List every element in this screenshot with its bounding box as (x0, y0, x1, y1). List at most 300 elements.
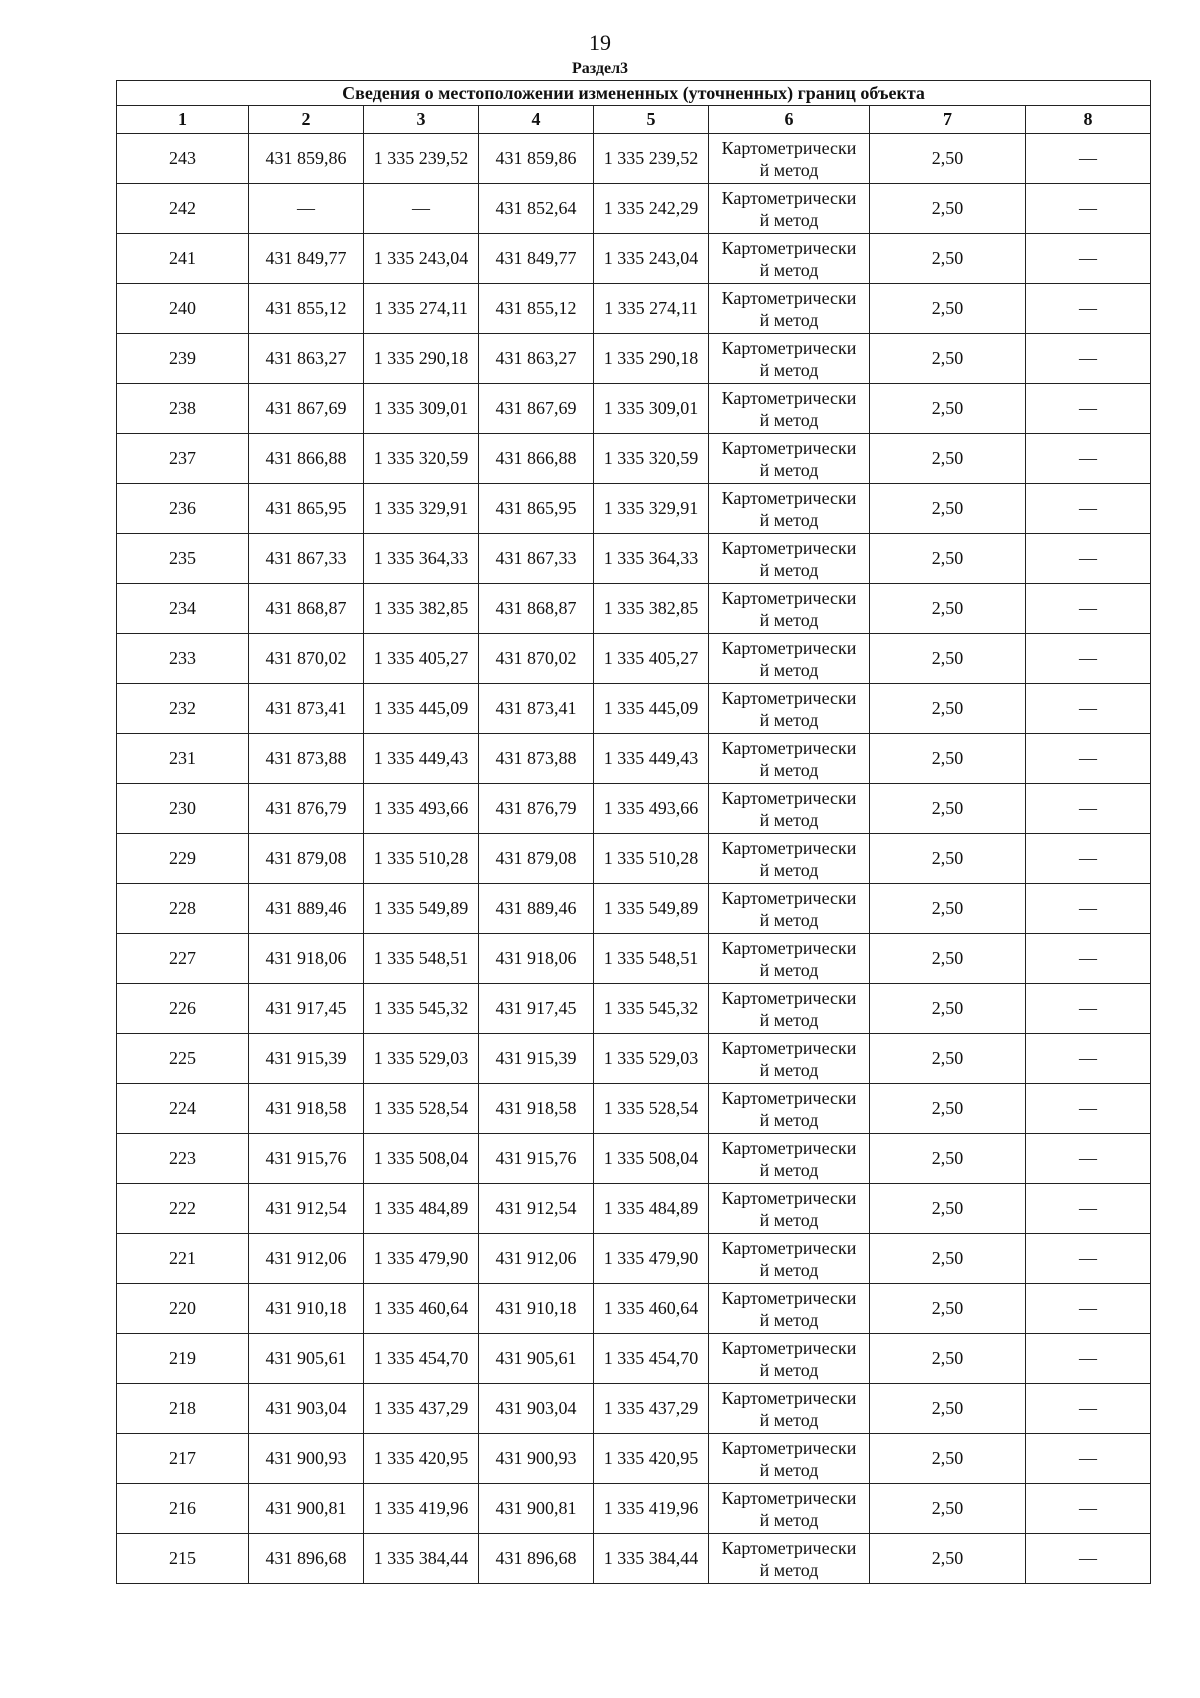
method-text: Картометрически (721, 987, 857, 1008)
point-number-cell: 216 (117, 1484, 249, 1534)
description-cell: — (1026, 1284, 1151, 1334)
method-text: Картометрически (721, 687, 857, 708)
method-cell (709, 334, 870, 384)
new-x-cell: 431 900,81 (479, 1484, 594, 1534)
existing-x-cell: 431 873,41 (249, 684, 364, 734)
existing-x-cell: 431 889,46 (249, 884, 364, 934)
method-cell (709, 634, 870, 684)
table-row (117, 334, 1151, 384)
point-number-cell: 227 (117, 934, 249, 984)
method-cell (709, 734, 870, 784)
method-cell (709, 434, 870, 484)
existing-y-cell: 1 335 274,11 (364, 284, 479, 334)
description-cell: — (1026, 584, 1151, 634)
point-number-cell: 230 (117, 784, 249, 834)
new-y-cell: 1 335 479,90 (594, 1234, 709, 1284)
point-number-cell: 231 (117, 734, 249, 784)
method-cell (709, 584, 870, 634)
method-text: Картометрически (721, 1237, 857, 1258)
table-row (117, 234, 1151, 284)
new-x-cell: 431 859,86 (479, 134, 594, 184)
new-x-cell: 431 865,95 (479, 484, 594, 534)
table-row (117, 884, 1151, 934)
new-y-cell: 1 335 484,89 (594, 1184, 709, 1234)
method-text: й метод (759, 259, 819, 280)
new-x-cell: 431 910,18 (479, 1284, 594, 1334)
column-number: 1 (117, 106, 249, 134)
new-y-cell: 1 335 548,51 (594, 934, 709, 984)
method-text: Картометрически (721, 737, 857, 758)
description-cell: — (1026, 634, 1151, 684)
column-number: 6 (709, 106, 870, 134)
method-text: Картометрически (721, 287, 857, 308)
method-text: й метод (759, 659, 819, 680)
method-text: Картометрически (721, 1387, 857, 1408)
description-cell: — (1026, 1384, 1151, 1434)
column-number: 7 (870, 106, 1026, 134)
existing-x-cell: 431 918,58 (249, 1084, 364, 1134)
table-body (117, 134, 1151, 1584)
description-cell: — (1026, 284, 1151, 334)
method-text: й метод (759, 1109, 819, 1130)
method-text: й метод (759, 709, 819, 730)
existing-y-cell: 1 335 449,43 (364, 734, 479, 784)
point-number-cell: 222 (117, 1184, 249, 1234)
description-cell: — (1026, 334, 1151, 384)
existing-y-cell: 1 335 239,52 (364, 134, 479, 184)
point-number-cell: 238 (117, 384, 249, 434)
new-y-cell: 1 335 528,54 (594, 1084, 709, 1134)
description-cell: — (1026, 184, 1151, 234)
method-cell (709, 1084, 870, 1134)
description-cell: — (1026, 934, 1151, 984)
existing-x-cell: 431 849,77 (249, 234, 364, 284)
existing-y-cell: 1 335 419,96 (364, 1484, 479, 1534)
table-row (117, 284, 1151, 334)
method-text: Картометрически (721, 1287, 857, 1308)
accuracy-cell: 2,50 (870, 634, 1026, 684)
method-cell (709, 1334, 870, 1384)
new-y-cell: 1 335 493,66 (594, 784, 709, 834)
method-text: Картометрически (721, 837, 857, 858)
description-cell: — (1026, 534, 1151, 584)
new-y-cell: 1 335 239,52 (594, 134, 709, 184)
new-y-cell: 1 335 309,01 (594, 384, 709, 434)
column-number-row (117, 106, 1151, 134)
method-text: Картометрически (721, 237, 857, 258)
column-number: 8 (1026, 106, 1151, 134)
new-x-cell: 431 905,61 (479, 1334, 594, 1384)
new-x-cell: 431 889,46 (479, 884, 594, 934)
description-cell: — (1026, 834, 1151, 884)
method-cell (709, 1034, 870, 1084)
accuracy-cell: 2,50 (870, 134, 1026, 184)
new-x-cell: 431 900,93 (479, 1434, 594, 1484)
table-row (117, 1334, 1151, 1384)
method-text: й метод (759, 759, 819, 780)
accuracy-cell: 2,50 (870, 384, 1026, 434)
method-cell (709, 934, 870, 984)
method-text: й метод (759, 1409, 819, 1430)
new-y-cell: 1 335 549,89 (594, 884, 709, 934)
existing-x-cell: 431 903,04 (249, 1384, 364, 1434)
point-number-cell: 241 (117, 234, 249, 284)
new-y-cell: 1 335 510,28 (594, 834, 709, 884)
existing-x-cell: 431 918,06 (249, 934, 364, 984)
point-number-cell: 237 (117, 434, 249, 484)
existing-x-cell: 431 900,93 (249, 1434, 364, 1484)
description-cell: — (1026, 1034, 1151, 1084)
new-y-cell: 1 335 384,44 (594, 1534, 709, 1584)
existing-y-cell: 1 335 529,03 (364, 1034, 479, 1084)
description-cell: — (1026, 434, 1151, 484)
new-x-cell: 431 868,87 (479, 584, 594, 634)
point-number-cell: 228 (117, 884, 249, 934)
existing-x-cell: 431 900,81 (249, 1484, 364, 1534)
method-text: Картометрически (721, 637, 857, 658)
method-cell (709, 234, 870, 284)
new-y-cell: 1 335 242,29 (594, 184, 709, 234)
method-text: й метод (759, 509, 819, 530)
existing-y-cell: 1 335 309,01 (364, 384, 479, 434)
new-x-cell: 431 867,33 (479, 534, 594, 584)
table-row (117, 1234, 1151, 1284)
new-y-cell: 1 335 460,64 (594, 1284, 709, 1334)
new-x-cell: 431 896,68 (479, 1534, 594, 1584)
new-x-cell: 431 918,06 (479, 934, 594, 984)
method-text: й метод (759, 1159, 819, 1180)
method-text: й метод (759, 1459, 819, 1480)
table-row (117, 1034, 1151, 1084)
accuracy-cell: 2,50 (870, 484, 1026, 534)
description-cell: — (1026, 234, 1151, 284)
point-number-cell: 233 (117, 634, 249, 684)
new-y-cell: 1 335 545,32 (594, 984, 709, 1034)
existing-x-cell: 431 873,88 (249, 734, 364, 784)
accuracy-cell: 2,50 (870, 884, 1026, 934)
new-x-cell: 431 863,27 (479, 334, 594, 384)
table-row (117, 784, 1151, 834)
description-cell: — (1026, 1434, 1151, 1484)
existing-y-cell: 1 335 405,27 (364, 634, 479, 684)
existing-y-cell: 1 335 549,89 (364, 884, 479, 934)
table-row (117, 684, 1151, 734)
existing-x-cell: 431 912,54 (249, 1184, 364, 1234)
existing-y-cell: 1 335 445,09 (364, 684, 479, 734)
existing-x-cell: 431 876,79 (249, 784, 364, 834)
point-number-cell: 232 (117, 684, 249, 734)
method-text: Картометрически (721, 887, 857, 908)
method-text: й метод (759, 959, 819, 980)
existing-y-cell: 1 335 320,59 (364, 434, 479, 484)
description-cell: — (1026, 1334, 1151, 1384)
existing-y-cell: 1 335 290,18 (364, 334, 479, 384)
new-y-cell: 1 335 364,33 (594, 534, 709, 584)
existing-x-cell: 431 910,18 (249, 1284, 364, 1334)
existing-x-cell: 431 863,27 (249, 334, 364, 384)
existing-y-cell: 1 335 329,91 (364, 484, 479, 534)
new-y-cell: 1 335 454,70 (594, 1334, 709, 1384)
column-number: 2 (249, 106, 364, 134)
existing-y-cell: 1 335 484,89 (364, 1184, 479, 1234)
table-row (117, 1084, 1151, 1134)
method-text: й метод (759, 1259, 819, 1280)
table-caption: Сведения о местоположении измененных (уточненных) границ объекта (117, 81, 1151, 106)
accuracy-cell: 2,50 (870, 184, 1026, 234)
accuracy-cell: 2,50 (870, 1234, 1026, 1284)
existing-y-cell: 1 335 460,64 (364, 1284, 479, 1334)
existing-x-cell: 431 905,61 (249, 1334, 364, 1384)
new-y-cell: 1 335 405,27 (594, 634, 709, 684)
point-number-cell: 220 (117, 1284, 249, 1334)
existing-y-cell: 1 335 454,70 (364, 1334, 479, 1384)
new-x-cell: 431 912,06 (479, 1234, 594, 1284)
method-text: Картометрически (721, 337, 857, 358)
method-text: Картометрически (721, 937, 857, 958)
description-cell: — (1026, 734, 1151, 784)
new-x-cell: 431 855,12 (479, 284, 594, 334)
new-x-cell: 431 852,64 (479, 184, 594, 234)
table-row (117, 434, 1151, 484)
table-row (117, 1484, 1151, 1534)
accuracy-cell: 2,50 (870, 584, 1026, 634)
description-cell: — (1026, 1084, 1151, 1134)
method-cell (709, 534, 870, 584)
description-cell: — (1026, 1134, 1151, 1184)
accuracy-cell: 2,50 (870, 684, 1026, 734)
method-text: Картометрически (721, 387, 857, 408)
new-x-cell: 431 849,77 (479, 234, 594, 284)
description-cell: — (1026, 1184, 1151, 1234)
accuracy-cell: 2,50 (870, 1184, 1026, 1234)
method-text: й метод (759, 209, 819, 230)
accuracy-cell: 2,50 (870, 234, 1026, 284)
accuracy-cell: 2,50 (870, 1534, 1026, 1584)
method-cell (709, 984, 870, 1034)
description-cell: — (1026, 134, 1151, 184)
new-x-cell: 431 903,04 (479, 1384, 594, 1434)
column-number: 3 (364, 106, 479, 134)
method-text: Картометрически (721, 437, 857, 458)
accuracy-cell: 2,50 (870, 984, 1026, 1034)
method-text: Картометрически (721, 137, 857, 158)
existing-x-cell: 431 855,12 (249, 284, 364, 334)
method-text: й метод (759, 159, 819, 180)
new-x-cell: 431 918,58 (479, 1084, 594, 1134)
description-cell: — (1026, 784, 1151, 834)
table-row (117, 1184, 1151, 1234)
accuracy-cell: 2,50 (870, 534, 1026, 584)
existing-x-cell: 431 915,39 (249, 1034, 364, 1084)
existing-x-cell: 431 865,95 (249, 484, 364, 534)
new-y-cell: 1 335 445,09 (594, 684, 709, 734)
accuracy-cell: 2,50 (870, 1284, 1026, 1334)
point-number-cell: 226 (117, 984, 249, 1034)
existing-y-cell: 1 335 545,32 (364, 984, 479, 1034)
accuracy-cell: 2,50 (870, 1484, 1026, 1534)
new-x-cell: 431 866,88 (479, 434, 594, 484)
point-number-cell: 225 (117, 1034, 249, 1084)
existing-x-cell: 431 867,33 (249, 534, 364, 584)
method-text: й метод (759, 409, 819, 430)
method-text: й метод (759, 909, 819, 930)
method-cell (709, 484, 870, 534)
method-cell (709, 1234, 870, 1284)
existing-y-cell: 1 335 384,44 (364, 1534, 479, 1584)
new-y-cell: 1 335 290,18 (594, 334, 709, 384)
table-row (117, 1134, 1151, 1184)
accuracy-cell: 2,50 (870, 1334, 1026, 1384)
accuracy-cell: 2,50 (870, 834, 1026, 884)
method-cell (709, 1534, 870, 1584)
point-number-cell: 234 (117, 584, 249, 634)
description-cell: — (1026, 984, 1151, 1034)
description-cell: — (1026, 384, 1151, 434)
method-text: й метод (759, 859, 819, 880)
existing-y-cell: 1 335 420,95 (364, 1434, 479, 1484)
method-text: й метод (759, 1309, 819, 1330)
method-cell (709, 834, 870, 884)
table-row (117, 984, 1151, 1034)
column-number: 5 (594, 106, 709, 134)
boundary-coordinates-table (116, 80, 1151, 1584)
method-text: й метод (759, 309, 819, 330)
method-cell (709, 1434, 870, 1484)
point-number-cell: 243 (117, 134, 249, 184)
new-x-cell: 431 915,39 (479, 1034, 594, 1084)
description-cell: — (1026, 1484, 1151, 1534)
method-text: Картометрически (721, 487, 857, 508)
accuracy-cell: 2,50 (870, 334, 1026, 384)
existing-y-cell: 1 335 437,29 (364, 1384, 479, 1434)
existing-y-cell: 1 335 479,90 (364, 1234, 479, 1284)
existing-y-cell: — (364, 184, 479, 234)
method-text: Картометрически (721, 1037, 857, 1058)
new-x-cell: 431 917,45 (479, 984, 594, 1034)
point-number-cell: 218 (117, 1384, 249, 1434)
method-text: Картометрически (721, 587, 857, 608)
existing-x-cell: 431 868,87 (249, 584, 364, 634)
method-cell (709, 1184, 870, 1234)
new-x-cell: 431 870,02 (479, 634, 594, 684)
new-x-cell: 431 873,88 (479, 734, 594, 784)
existing-y-cell: 1 335 528,54 (364, 1084, 479, 1134)
method-text: й метод (759, 1509, 819, 1530)
table-row (117, 1534, 1151, 1584)
accuracy-cell: 2,50 (870, 434, 1026, 484)
method-text: Картометрически (721, 1537, 857, 1558)
table-row (117, 184, 1151, 234)
description-cell: — (1026, 884, 1151, 934)
page-number: 19 (589, 30, 611, 55)
method-text: й метод (759, 809, 819, 830)
existing-x-cell: 431 867,69 (249, 384, 364, 434)
existing-x-cell: 431 896,68 (249, 1534, 364, 1584)
method-text: й метод (759, 1359, 819, 1380)
method-text: Картометрически (721, 1437, 857, 1458)
description-cell: — (1026, 1234, 1151, 1284)
method-text: й метод (759, 459, 819, 480)
table-row (117, 384, 1151, 434)
table-row (117, 1284, 1151, 1334)
existing-y-cell: 1 335 243,04 (364, 234, 479, 284)
existing-y-cell: 1 335 548,51 (364, 934, 479, 984)
new-x-cell: 431 915,76 (479, 1134, 594, 1184)
method-cell (709, 1384, 870, 1434)
existing-x-cell: 431 917,45 (249, 984, 364, 1034)
point-number-cell: 229 (117, 834, 249, 884)
accuracy-cell: 2,50 (870, 284, 1026, 334)
new-x-cell: 431 876,79 (479, 784, 594, 834)
table-row (117, 1434, 1151, 1484)
description-cell: — (1026, 684, 1151, 734)
accuracy-cell: 2,50 (870, 934, 1026, 984)
method-cell (709, 284, 870, 334)
method-text: й метод (759, 609, 819, 630)
existing-x-cell: 431 859,86 (249, 134, 364, 184)
new-y-cell: 1 335 329,91 (594, 484, 709, 534)
new-x-cell: 431 912,54 (479, 1184, 594, 1234)
method-cell (709, 784, 870, 834)
existing-y-cell: 1 335 508,04 (364, 1134, 479, 1184)
existing-x-cell: 431 915,76 (249, 1134, 364, 1184)
point-number-cell: 217 (117, 1434, 249, 1484)
new-x-cell: 431 879,08 (479, 834, 594, 884)
table-row (117, 484, 1151, 534)
new-x-cell: 431 867,69 (479, 384, 594, 434)
point-number-cell: 215 (117, 1534, 249, 1584)
method-text: Картометрически (721, 1487, 857, 1508)
new-y-cell: 1 335 419,96 (594, 1484, 709, 1534)
description-cell: — (1026, 484, 1151, 534)
method-text: Картометрически (721, 787, 857, 808)
existing-x-cell: 431 866,88 (249, 434, 364, 484)
method-cell (709, 384, 870, 434)
point-number-cell: 219 (117, 1334, 249, 1384)
point-number-cell: 239 (117, 334, 249, 384)
table-row (117, 134, 1151, 184)
existing-x-cell: — (249, 184, 364, 234)
new-x-cell: 431 873,41 (479, 684, 594, 734)
existing-y-cell: 1 335 382,85 (364, 584, 479, 634)
existing-y-cell: 1 335 364,33 (364, 534, 479, 584)
existing-x-cell: 431 870,02 (249, 634, 364, 684)
new-y-cell: 1 335 320,59 (594, 434, 709, 484)
accuracy-cell: 2,50 (870, 784, 1026, 834)
new-y-cell: 1 335 529,03 (594, 1034, 709, 1084)
method-cell (709, 1484, 870, 1534)
table-row (117, 1384, 1151, 1434)
table-row (117, 534, 1151, 584)
method-text: Картометрически (721, 1137, 857, 1158)
new-y-cell: 1 335 508,04 (594, 1134, 709, 1184)
method-cell (709, 184, 870, 234)
accuracy-cell: 2,50 (870, 1434, 1026, 1484)
method-cell (709, 1284, 870, 1334)
accuracy-cell: 2,50 (870, 1384, 1026, 1434)
accuracy-cell: 2,50 (870, 1084, 1026, 1134)
existing-x-cell: 431 912,06 (249, 1234, 364, 1284)
method-text: й метод (759, 1059, 819, 1080)
method-cell (709, 884, 870, 934)
point-number-cell: 224 (117, 1084, 249, 1134)
accuracy-cell: 2,50 (870, 734, 1026, 784)
existing-x-cell: 431 879,08 (249, 834, 364, 884)
method-text: й метод (759, 1209, 819, 1230)
method-text: Картометрически (721, 537, 857, 558)
method-text: й метод (759, 559, 819, 580)
new-y-cell: 1 335 449,43 (594, 734, 709, 784)
